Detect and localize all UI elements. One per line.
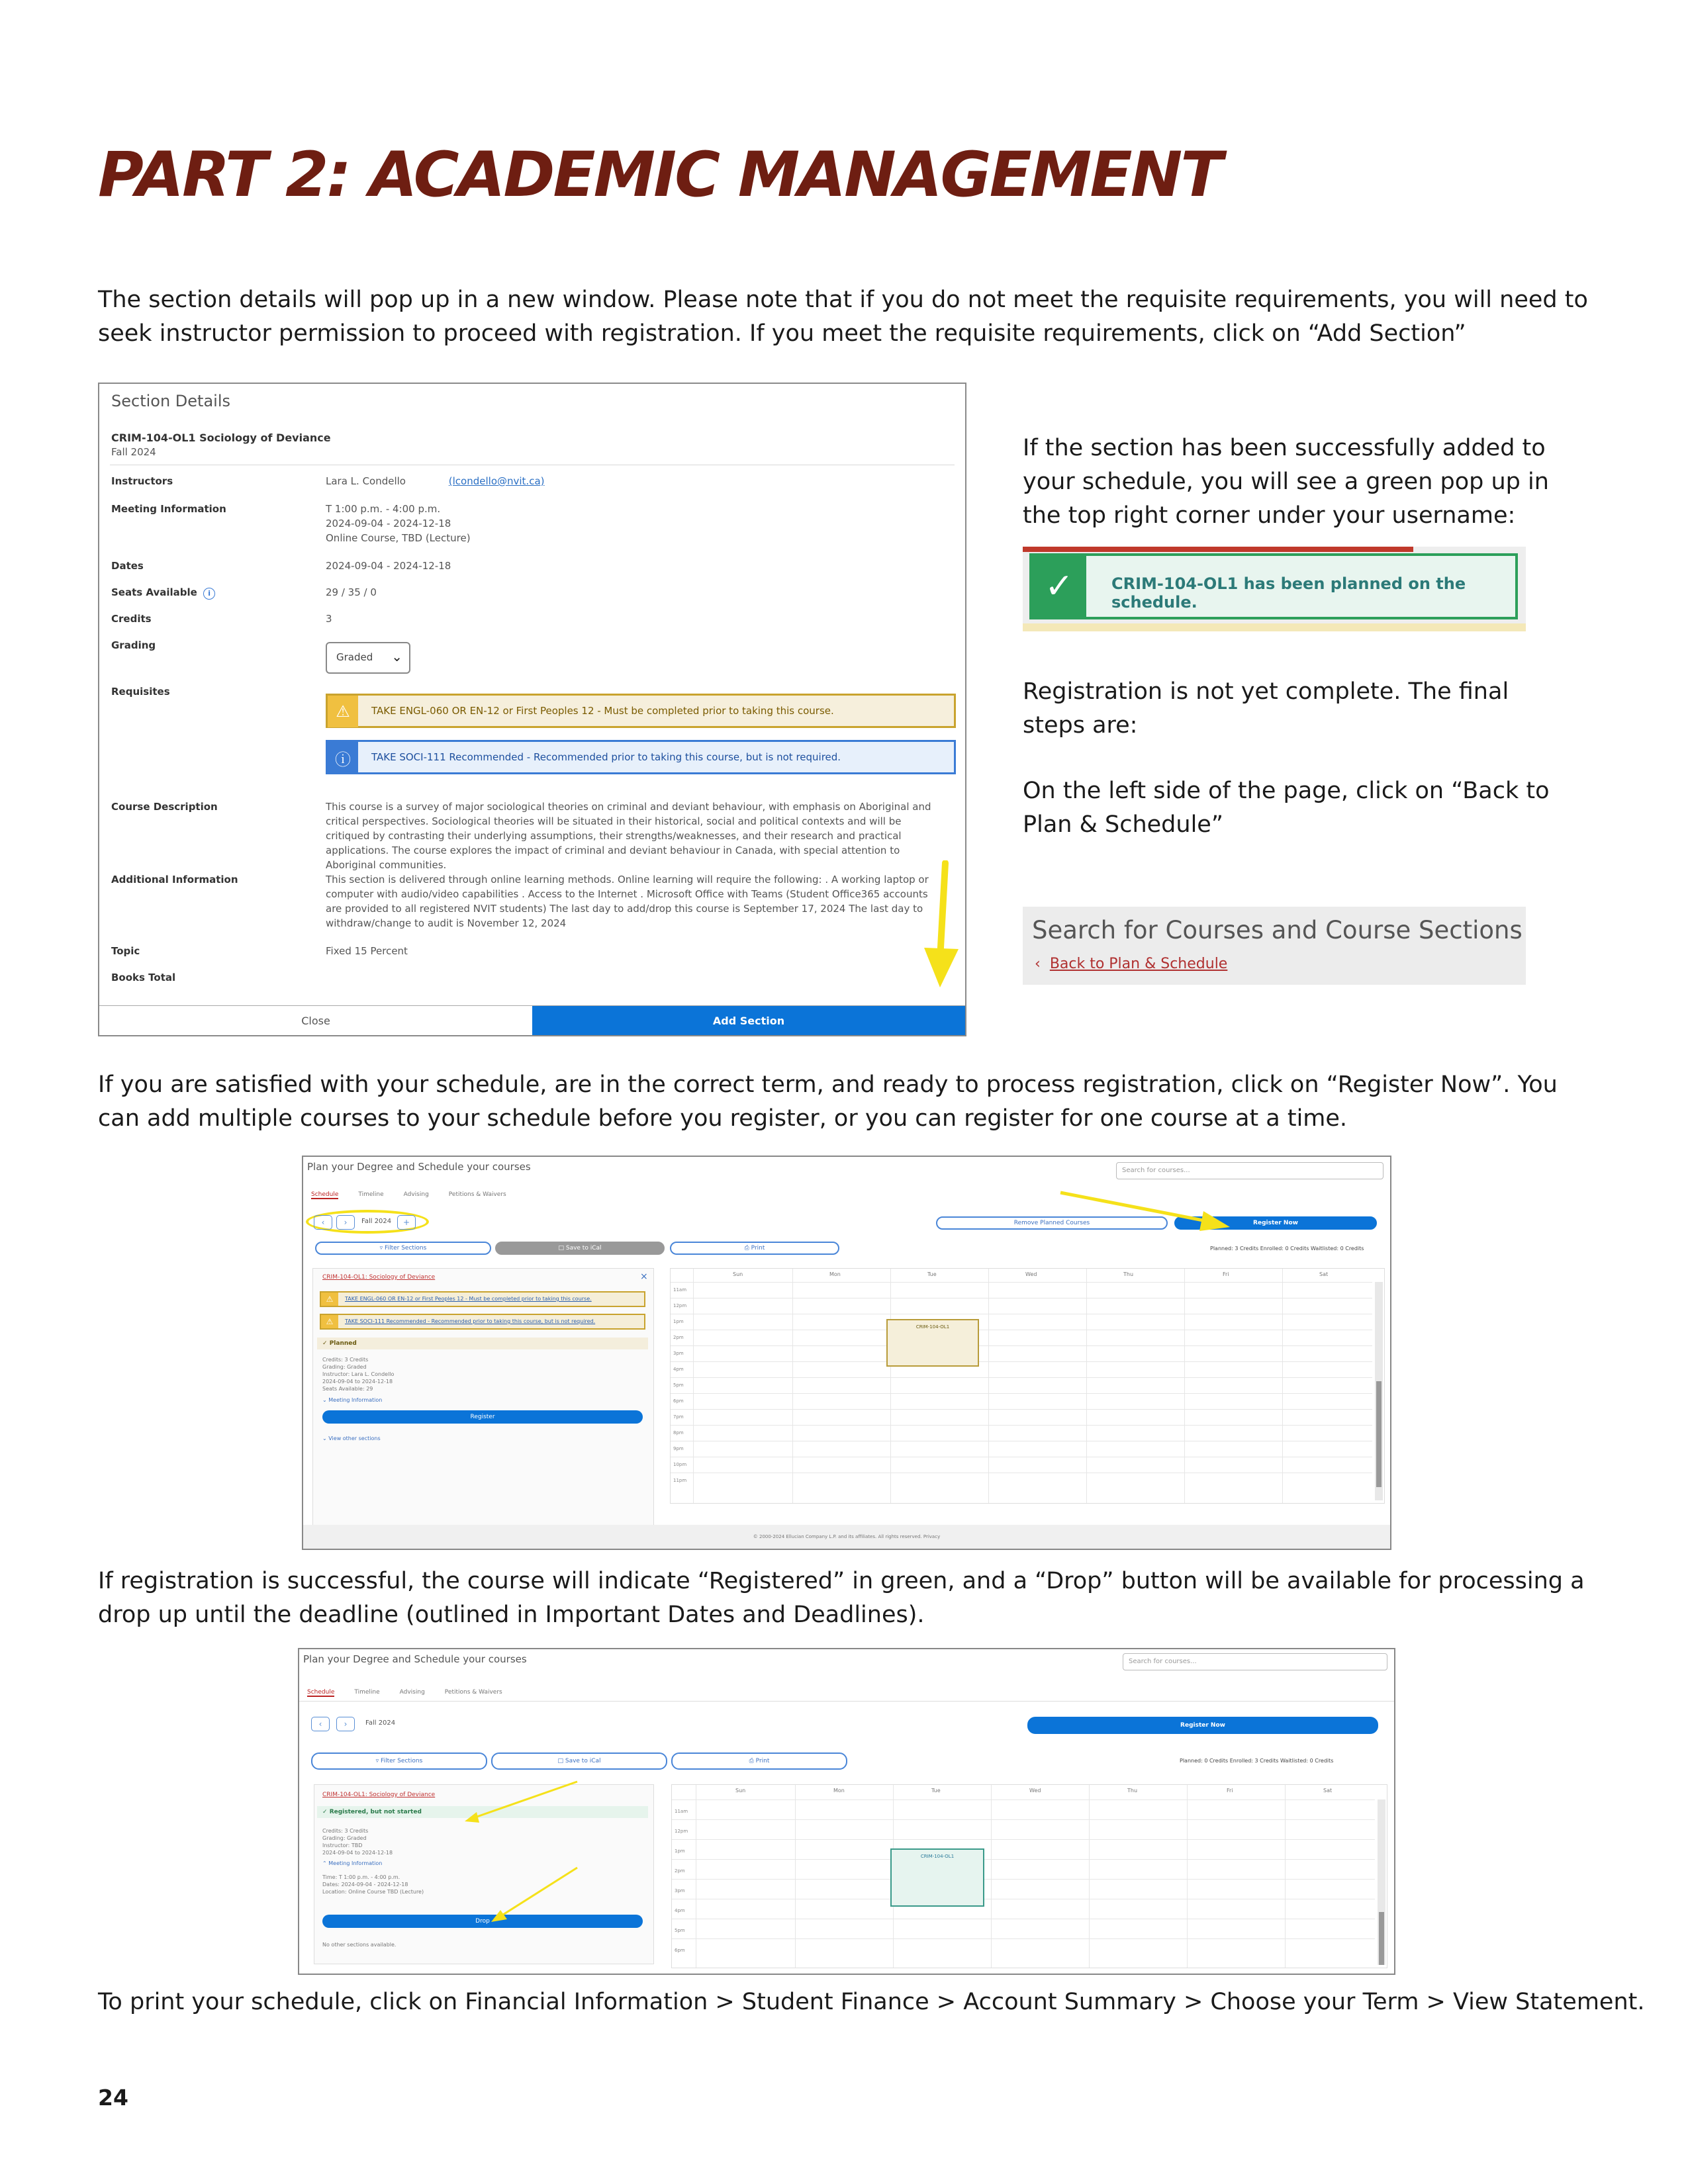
print-label: Print [751,1245,765,1251]
scrollbar[interactable] [1378,1799,1385,1965]
grading-value: Graded [336,651,373,663]
time-label: 11am [673,1287,687,1293]
grid-line [672,1938,1375,1939]
course-link[interactable]: CRIM-104-OL1: Sociology of Deviance [322,1792,436,1798]
time-label: 5pm [673,1383,684,1388]
grid-line [1282,1269,1283,1503]
add-term-button[interactable]: + [397,1215,416,1230]
requisite-note-2 [320,1314,645,1330]
grid-line [671,1345,1372,1346]
time-label: 8pm [673,1430,684,1435]
term-label: Fall 2024 [361,1218,392,1225]
steps-paragraph: Registration is not yet complete. The final steps are: [1023,678,1509,739]
warning-icon: ⚠ [321,1315,338,1328]
grid-line [1184,1269,1185,1503]
grid-line [671,1361,1372,1362]
course-title: CRIM-104-OL1 Sociology of Deviance [111,432,331,444]
tab-advising[interactable]: Advising [403,1191,429,1198]
chevron-down-icon: ⌄ [322,1397,329,1403]
time-label: 1pm [675,1848,685,1854]
toast-bottom-bar [1023,623,1526,631]
time-label: 2pm [673,1335,684,1340]
chevron-down-icon: ⌄ [322,1435,329,1441]
term-label: Fall 2024 [365,1719,396,1727]
grid-line [672,1819,1375,1820]
meeting-dates: 2024-09-04 - 2024-12-18 [326,518,451,529]
plan-schedule-screenshot-2 [298,1648,1395,1975]
chevron-left-icon: ‹ [1035,956,1041,972]
books-label: Books Total [111,972,176,983]
warning-icon: ⚠ [321,1293,338,1306]
tab-schedule[interactable]: Schedule [311,1191,339,1198]
description-value: This course is a survey of major sociological theories on criminal and deviant behaviour, with emphasis on Aboriginal and critical perspectives. Sociological theories will be situated in their historical, social and political contexts and will be critiqued by contrasting their underlying assumptions, their strengths/weaknesses, and their research and practical applications. The course explores the impact of criminal and deviant behaviour in Canada, with special attention to Aboriginal communities. [326,801,931,871]
time-label: 11am [675,1809,688,1814]
course-details [322,1356,394,1392]
grid-line [988,1269,989,1503]
register-now-button[interactable]: Register Now [1027,1717,1378,1734]
requisite-info [326,740,956,774]
save-ical-button[interactable] [495,1242,665,1255]
day-header: Sat [1323,1788,1333,1794]
time-label: 12pm [675,1829,688,1834]
close-icon[interactable]: × [640,1271,648,1282]
filter-icon: ▿ [375,1758,381,1764]
seats-label [111,586,215,600]
day-header: Fri [1227,1788,1233,1794]
meeting-info-toggle[interactable] [322,1397,382,1403]
grid-line [1187,1785,1188,1968]
success-toast-screenshot [1023,547,1526,631]
calendar-event[interactable]: CRIM-104-OL1 [890,1848,984,1907]
grid-line [1285,1785,1286,1968]
success-registration-paragraph: If registration is successful, the course will indicate “Registered” in green, and a “Drop” button will be available for processing a drop up until the deadline (outlined in Important Dates and Deadlines). [98,1568,1585,1628]
time-label: 9pm [673,1446,684,1451]
detail-dates: 2024-09-04 to 2024-12-18 [322,1379,393,1385]
yellow-arrow-icon [920,860,966,993]
search-title: Search for Courses and Course Sections [1032,916,1523,944]
save-ical-label: Save to iCal [565,1245,602,1251]
tab-divider [299,1701,1394,1702]
requisite-note-1 [320,1291,645,1307]
search-input[interactable]: Search for courses... [1123,1653,1387,1670]
plan-schedule-screenshot-1 [302,1156,1391,1550]
scrollbar-thumb[interactable] [1379,1912,1384,1965]
scrollbar[interactable] [1375,1282,1383,1500]
grid-line [1089,1785,1090,1968]
print-paragraph: To print your schedule, click on Financial Information > Student Finance > Account Summary > Choose your Term > View Statement. [98,1989,1645,2015]
back-to-plan-link[interactable] [1035,956,1227,972]
view-other-sections-toggle[interactable] [322,1435,381,1441]
detail-credits: Credits: 3 Credits [322,1357,369,1363]
detail-grading: Grading: Graded [322,1364,367,1370]
next-term-button[interactable]: › [336,1717,355,1731]
register-now-button[interactable]: Register Now [1174,1216,1377,1230]
seats-label-text: Seats Available [111,586,197,598]
time-label: 2pm [675,1868,685,1874]
calendar-icon: □ [558,1245,566,1251]
detail-instructor: Instructor: TBD [322,1843,363,1848]
requisite-info-text: TAKE SOCI-111 Recommended - Recommended prior to taking this course, but is not required. [371,751,841,763]
tab-bar [311,1191,526,1198]
detail-instructor: Instructor: Lara L. Condello [322,1371,395,1377]
time-label: 1pm [673,1319,684,1324]
section-details-screenshot [98,383,966,1036]
back-link-text: Back to Plan & Schedule [1049,956,1228,972]
filter-sections-button[interactable] [315,1242,491,1255]
day-header: Sun [733,1271,743,1277]
register-paragraph: If you are satisfied with your schedule, are in the correct term, and ready to process registration, click on “Register Now”. You can add multiple courses to your schedule before you register, or you can register for one course at a time. [98,1071,1558,1132]
prev-term-button[interactable]: ‹ [314,1215,332,1230]
tab-schedule[interactable]: Schedule [307,1689,335,1696]
toast-top-bar [1023,547,1413,552]
credit-stats: Planned: 3 Credits Enrolled: 0 Credits Waitlisted: 0 Credits [1210,1246,1364,1251]
grid-line [671,1425,1372,1426]
print-label: Print [755,1758,770,1764]
detail-dates: 2024-09-04 to 2024-12-18 [322,1850,393,1856]
view-other-label: View other sections [328,1435,381,1441]
credit-stats: Planned: 0 Credits Enrolled: 3 Credits Waitlisted: 0 Credits [1180,1758,1334,1764]
success-toast [1029,553,1518,619]
grid-line [693,1269,694,1503]
grid-line [991,1785,992,1968]
meeting-value [326,502,471,545]
dates-value: 2024-09-04 - 2024-12-18 [326,560,451,572]
calendar-icon: □ [557,1758,565,1764]
time-label: 6pm [673,1398,684,1404]
success-paragraph: If the section has been successfully added to your schedule, you will see a green pop up in the top right corner under your username: [1023,435,1549,529]
chevron-down-icon: ⌄ [391,649,402,664]
day-header: Tue [931,1788,941,1794]
day-header: Sat [1319,1271,1329,1277]
dialog-button-bar [99,1005,965,1035]
note-1-text[interactable]: TAKE ENGL-060 OR EN-12 or First Peoples 12 - Must be completed prior to taking this course. [345,1296,592,1302]
day-header: Thu [1127,1788,1138,1794]
grid-line [672,1799,1375,1800]
intro-paragraph: The section details will pop up in a new window. Please note that if you do not meet the requisite requirements, you will need to seek instructor permission to proceed with registration. If you meet the requisite requirements, click on “Add Section” [98,287,1588,347]
tab-petitions[interactable]: Petitions & Waivers [444,1689,502,1696]
status-label: Registered, but not started [329,1809,422,1815]
app-title: Plan your Degree and Schedule your courses [307,1161,531,1173]
requisite-warning-text: TAKE ENGL-060 OR EN-12 or First Peoples 12 - Must be completed prior to taking this course. [371,705,834,717]
status-planned [317,1338,648,1349]
time-label: 5pm [675,1928,685,1933]
prev-term-button[interactable]: ‹ [311,1717,330,1731]
save-ical-button[interactable] [491,1752,667,1770]
meeting-location: Online Course, TBD (Lecture) [326,532,471,544]
drop-button[interactable]: Drop [322,1915,643,1928]
back-instruction-paragraph: On the left side of the page, click on “Back to Plan & Schedule” [1023,778,1550,838]
grading-select[interactable] [326,642,410,674]
warning-icon: ⚠ [328,696,358,727]
filter-label: Filter Sections [381,1758,423,1764]
yellow-arrow-icon [451,1779,584,1925]
time-label: 3pm [675,1888,685,1893]
check-icon: ✓ [322,1340,330,1347]
check-icon: ✓ [322,1809,330,1815]
tab-bar [307,1689,522,1696]
note-2-text[interactable]: TAKE SOCI-111 Recommended - Recommended prior to taking this course, but is not required. [345,1318,596,1324]
instructor-name: Lara L. Condello [326,475,406,487]
meeting-info-toggle[interactable] [322,1860,382,1866]
day-header: Mon [829,1271,841,1277]
meeting-label: Meeting Information [111,503,226,515]
register-button[interactable]: Register [322,1410,643,1424]
seats-value: 29 / 35 / 0 [326,586,377,598]
grid-line [1086,1269,1087,1503]
scrollbar-thumb[interactable] [1376,1381,1382,1487]
close-button[interactable]: Close [301,1014,330,1027]
course-term: Fall 2024 [111,446,156,458]
meeting-time: T 1:00 p.m. - 4:00 p.m. [326,503,441,515]
tab-timeline[interactable]: Timeline [358,1191,384,1198]
topic-value: Fixed 15 Percent [326,945,408,957]
grid-line [672,1879,1375,1880]
checkmark-icon: ✓ [1032,556,1086,617]
time-label: 11pm [673,1478,687,1483]
save-ical-label: Save to iCal [565,1758,601,1764]
tab-timeline[interactable]: Timeline [354,1689,380,1696]
day-header: Sun [735,1788,746,1794]
meeting-info-label: Meeting Information [328,1397,383,1403]
search-input[interactable]: Search for courses... [1116,1162,1383,1179]
requisite-warning [326,694,956,728]
time-label: 6pm [675,1948,685,1953]
app-title: Plan your Degree and Schedule your courses [303,1653,527,1665]
search-header-screenshot [1023,907,1526,985]
next-term-button[interactable]: › [336,1215,355,1230]
section-details-header: Section Details [111,392,230,410]
grid-line [672,1839,1375,1840]
day-header: Thu [1123,1271,1134,1277]
credits-value: 3 [326,613,332,625]
add-section-button[interactable]: Add Section [532,1006,965,1035]
time-label: 4pm [673,1367,684,1372]
course-card [312,1268,654,1529]
time-label: 7pm [673,1414,684,1420]
course-details [322,1827,393,1856]
meeting-dates: Dates: 2024-09-04 - 2024-12-18 [322,1882,408,1888]
calendar-event[interactable]: CRIM-104-OL1 [886,1319,979,1367]
tab-petitions[interactable]: Petitions & Waivers [448,1191,506,1198]
page-footer: © 2000-2024 Ellucian Company L.P. and its affiliates. All rights reserved. Privacy [303,1525,1390,1549]
grading-label: Grading [111,639,156,651]
toast-message: CRIM-104-OL1 has been planned on the schedule. [1111,574,1466,612]
time-label: 10pm [673,1462,687,1467]
status-label: Planned [329,1340,357,1347]
print-button[interactable] [671,1752,847,1770]
chevron-up-icon: ⌃ [322,1860,329,1866]
meeting-info-label: Meeting Information [328,1860,383,1866]
additional-value: This section is delivered through online learning methods. Online learning will require the following: . A working laptop or computer with audio/video capabilities . Access to the Internet . Microsoft Office with Teams (Student Office365 accounts are provided to all registered NVIT students) The last day to add/drop this course is September 17, 2024 The last day to withdraw/change to audit is November 12, 2024 [326,874,929,929]
meeting-location: Location: Online Course TBD (Lecture) [322,1889,424,1895]
calendar-grid [671,1784,1387,1968]
grid-line [671,1393,1372,1394]
no-other-sections: No other sections available. [322,1942,397,1948]
topic-label: Topic [111,945,140,957]
day-header: Mon [833,1788,845,1794]
meeting-details [322,1874,424,1895]
tab-advising[interactable]: Advising [399,1689,425,1696]
print-button[interactable] [670,1242,839,1255]
page-title: PART 2: ACADEMIC MANAGEMENT [98,139,1221,211]
dates-label: Dates [111,560,144,572]
grid-line [671,1282,1372,1283]
info-icon: ⓘ [328,742,358,774]
detail-seats: Seats Available: 29 [322,1386,373,1392]
description-label: Course Description [111,801,218,813]
yellow-arrow-icon [1058,1183,1243,1243]
info-icon[interactable]: i [203,588,215,600]
additional-label: Additional Information [111,874,238,886]
grid-line [671,1377,1372,1378]
day-header: Wed [1025,1271,1037,1277]
page-number: 24 [98,2085,128,2111]
printer-icon: ⎙ [744,1245,751,1251]
grid-line [792,1269,793,1503]
filter-sections-button[interactable] [311,1752,487,1770]
detail-grading: Grading: Graded [322,1835,367,1841]
meeting-time: Time: T 1:00 p.m. - 4:00 p.m. [322,1874,400,1880]
instructor-value [326,474,545,488]
grid-line [671,1409,1372,1410]
time-label: 3pm [673,1351,684,1356]
grid-line [795,1785,796,1968]
calendar-grid [670,1268,1385,1504]
detail-credits: Credits: 3 Credits [322,1828,369,1834]
requisites-label: Requisites [111,686,170,698]
course-link[interactable]: CRIM-104-OL1: Sociology of Deviance [322,1274,436,1281]
filter-label: Filter Sections [385,1245,427,1251]
instructor-email-link[interactable]: (lcondello@nvit.ca) [448,475,545,487]
time-label: 4pm [675,1908,685,1913]
day-header: Tue [927,1271,937,1277]
grid-line [890,1269,891,1503]
instructors-label: Instructors [111,475,173,487]
filter-icon: ▿ [379,1245,385,1251]
credits-label: Credits [111,613,152,625]
day-header: Wed [1029,1788,1041,1794]
remove-planned-button[interactable]: Remove Planned Courses [936,1216,1168,1230]
grid-line [672,1859,1375,1860]
time-label: 12pm [673,1303,687,1308]
day-header: Fri [1223,1271,1229,1277]
printer-icon: ⎙ [749,1758,756,1764]
